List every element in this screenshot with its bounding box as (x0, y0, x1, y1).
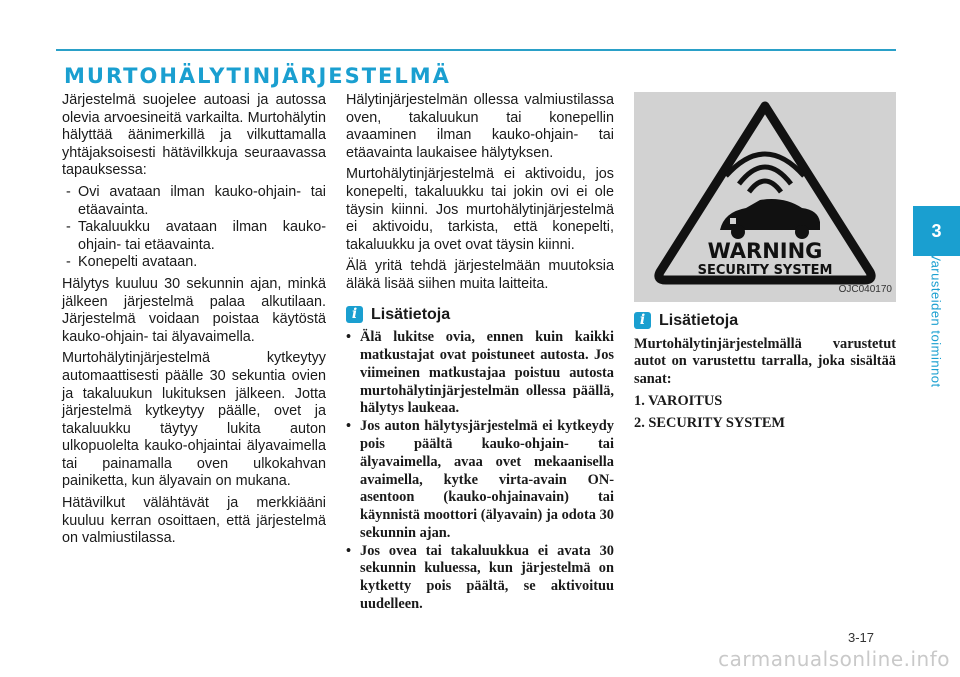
security-system-text: SECURITY SYSTEM (697, 263, 833, 278)
list-item: - Konepelti avataan. (66, 254, 198, 271)
column-3 (634, 92, 896, 437)
chapter-tab[interactable]: 3 (913, 206, 960, 256)
trigger-paragraph: Hälytinjärjestelmän ollessa valmiustilassa oven, takaluukun tai konepellin avaaminen ilman kauko-ohjain- tai etäavainta laukaisee hälytyksen. (346, 92, 614, 161)
info-heading (346, 306, 614, 324)
list-item: - Takaluukku avataan ilman kauko-ohjain- tai etäavainta. (66, 219, 326, 253)
info-icon: i (634, 312, 651, 329)
watermark: carmanualsonline.info (718, 647, 950, 671)
chapter-label: Varusteiden toiminnot (928, 252, 944, 388)
list-item: • Jos ovea tai takaluukkua ei avata 30 sekunnin kuluessa, kun järjestelmä on kytketty pois päältä, se aktivoituu uudelleen. (346, 542, 614, 613)
no-modification-paragraph: Älä yritä tehdä järjestelmään muutoksia äläkä lisää siihen muita laitteita. (346, 258, 614, 292)
intro-paragraph: Järjestelmä suojelee autoasi ja autossa olevia arvoesineitä varkailta. Murtohälytin hälyttää äänimerkillä ja vilkuttamalla yhtäjaksoisesti hätävilkkuja seuraavassa tapauksessa: (62, 92, 326, 179)
image-code: OJC040170 (838, 284, 892, 296)
sticker-info (634, 336, 896, 433)
warning-text: WARNING (707, 239, 823, 263)
list-item: - Ovi avataan ilman kauko-ohjain- tai etäavainta. (66, 183, 326, 218)
info-heading (634, 312, 896, 330)
section-title: MURTOHÄLYTINJÄRJESTELMÄ (64, 64, 451, 88)
standby-paragraph: Hätävilkut välähtävät ja merkkiääni kuuluu kerran osoittaen, että järjestelmä on valmiustilassa. (62, 495, 326, 547)
info-icon: i (346, 306, 363, 323)
column-1 (62, 92, 326, 552)
info-title: Lisätietoja (371, 305, 451, 323)
column-2 (346, 92, 614, 618)
sticker-info-body: Murtohälytinjärjestelmällä varustetut autot on varustettu tarralla, joka sisältää sanat: (634, 335, 896, 388)
trigger-list (62, 184, 326, 272)
car-icon (720, 199, 820, 230)
page-number: 3-17 (848, 630, 875, 645)
sticker-word-1: 1. VAROITUS (634, 392, 723, 409)
security-warning-sticker-image (634, 92, 896, 302)
info-title: Lisätietoja (659, 312, 739, 329)
sticker-word-2: 2. SECURITY SYSTEM (634, 414, 786, 431)
not-activated-paragraph: Murtohälytinjärjestelmä ei aktivoidu, jos konepelti, takaluukku tai jokin ovi ei ole täysin kiinni. Jos murtohälytinjärjestelmä ei aktivoidu, tarkista, että konepelti, takaluukku ja ovet ovat täysin kiinni. (346, 166, 614, 253)
list-item: • Jos auton hälytysjärjestelmä ei kytkeydy pois päältä kauko-ohjain- tai älyavaimella, avaa ovet mekaanisella avaimella, kytke virta-avain ON-asentoon (kauko-ohjainavain) tai käynnistä moottori (älyavain) ja odota 30 sekunnin ajan. (346, 418, 614, 541)
alarm-duration-paragraph: Hälytys kuuluu 30 sekunnin ajan, minkä jälkeen järjestelmä palaa alkutilaan. Järjestelmä voidaan poistaa käytöstä kauko-ohjain- tai älyavaimella. (62, 275, 326, 345)
info-notes (346, 329, 614, 614)
list-item: • Älä lukitse ovia, ennen kuin kaikki matkustajat ovat poistuneet autosta. Jos viimeinen matkustajaa poistuu autosta murtohälytinjärjestelmän ollessa päällä, hälytys laukeaa. (346, 329, 614, 417)
arming-paragraph: Murtohälytinjärjestelmä kytkeytyy automaattisesti päälle 30 sekuntia ovien ja takaluukun lukituksen jälkeen. Jotta järjestelmä kytkeytyy päälle, ovet ja takaluukku täytyy lukita auton ulkopuolelta kauko-ohjaintai älyavaimella tai painamalla oven ulkokahvan painiketta, kun älyavain on mukana. (62, 350, 326, 490)
top-rule (56, 49, 896, 51)
